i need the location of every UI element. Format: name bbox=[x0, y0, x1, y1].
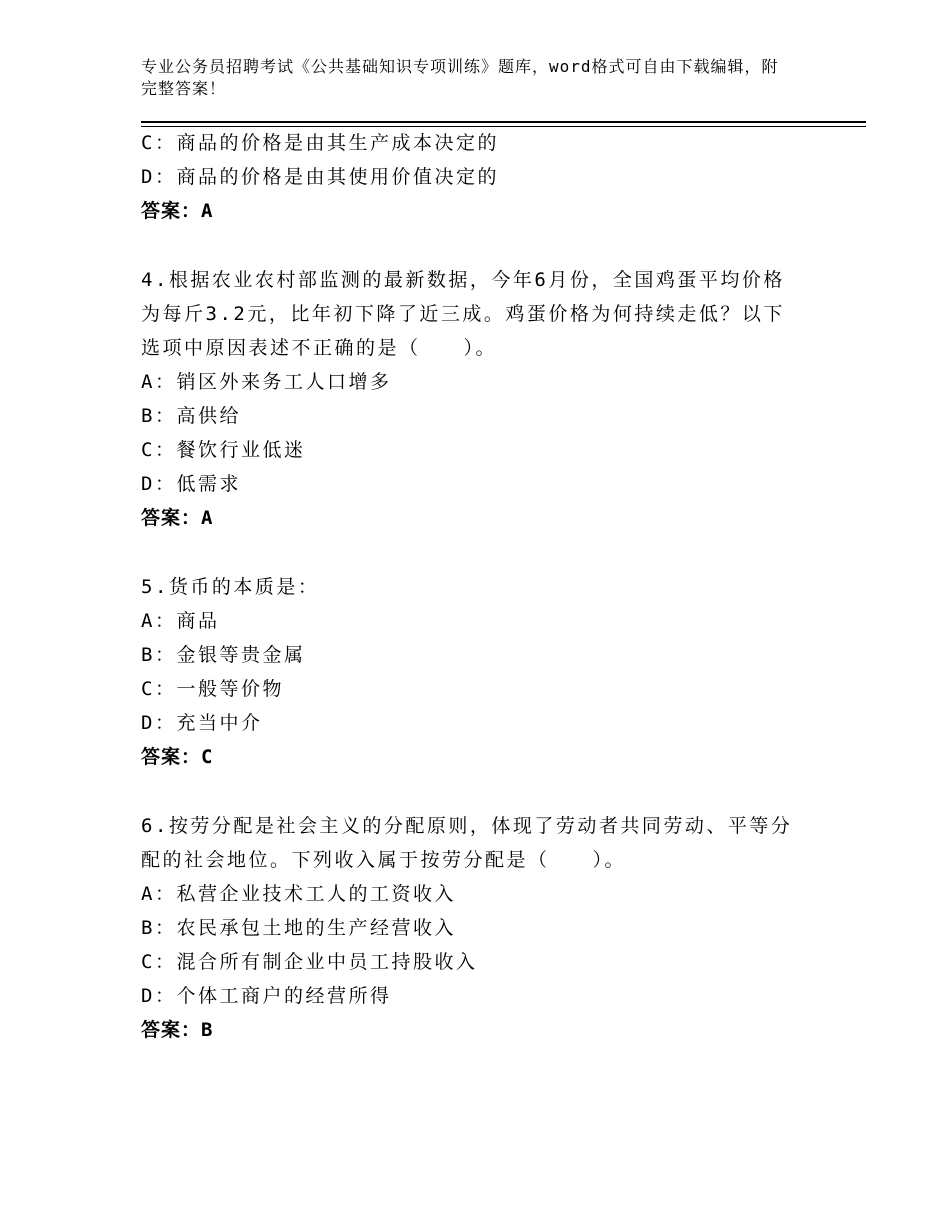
option-b: B：高供给 bbox=[141, 405, 241, 427]
option-a: A：销区外来务工人口增多 bbox=[141, 371, 392, 393]
option-c: C：商品的价格是由其生产成本决定的 bbox=[141, 132, 499, 154]
answer: 答案：C bbox=[141, 746, 214, 768]
question-6-line-1: 6.按劳分配是社会主义的分配原则，体现了劳动者共同劳动、平等分 bbox=[141, 815, 793, 837]
option-d: D：个体工商户的经营所得 bbox=[141, 985, 392, 1007]
answer: 答案：B bbox=[141, 1019, 214, 1041]
option-c: C：餐饮行业低迷 bbox=[141, 439, 306, 461]
question-4-line-1: 4.根据农业农村部监测的最新数据，今年6月份，全国鸡蛋平均价格 bbox=[141, 269, 785, 291]
question-6-line-2: 配的社会地位。下列收入属于按劳分配是（ ）。 bbox=[141, 849, 627, 871]
option-b: B：农民承包土地的生产经营收入 bbox=[141, 917, 456, 939]
answer: 答案：A bbox=[141, 507, 214, 529]
header-rule-thin bbox=[141, 126, 866, 127]
question-4-line-2: 为每斤3.2元，比年初下降了近三成。鸡蛋价格为何持续走低？以下 bbox=[141, 303, 785, 325]
question-5: 5.货币的本质是： bbox=[141, 576, 320, 598]
option-d: D：充当中介 bbox=[141, 712, 263, 734]
option-a: A：私营企业技术工人的工资收入 bbox=[141, 883, 456, 905]
question-4-line-3: 选项中原因表述不正确的是（ ）。 bbox=[141, 337, 498, 359]
option-b: B：金银等贵金属 bbox=[141, 644, 306, 666]
option-d: D：低需求 bbox=[141, 473, 241, 495]
answer: 答案：A bbox=[141, 200, 214, 222]
option-d: D：商品的价格是由其使用价值决定的 bbox=[141, 166, 499, 188]
option-c: C：一般等价物 bbox=[141, 678, 284, 700]
option-c: C：混合所有制企业中员工持股收入 bbox=[141, 951, 478, 973]
option-a: A：商品 bbox=[141, 610, 220, 632]
document-header: 专业公务员招聘考试《公共基础知识专项训练》题库，word格式可自由下载编辑，附完整答案！ bbox=[141, 57, 779, 98]
header-rule-thick bbox=[141, 121, 866, 123]
